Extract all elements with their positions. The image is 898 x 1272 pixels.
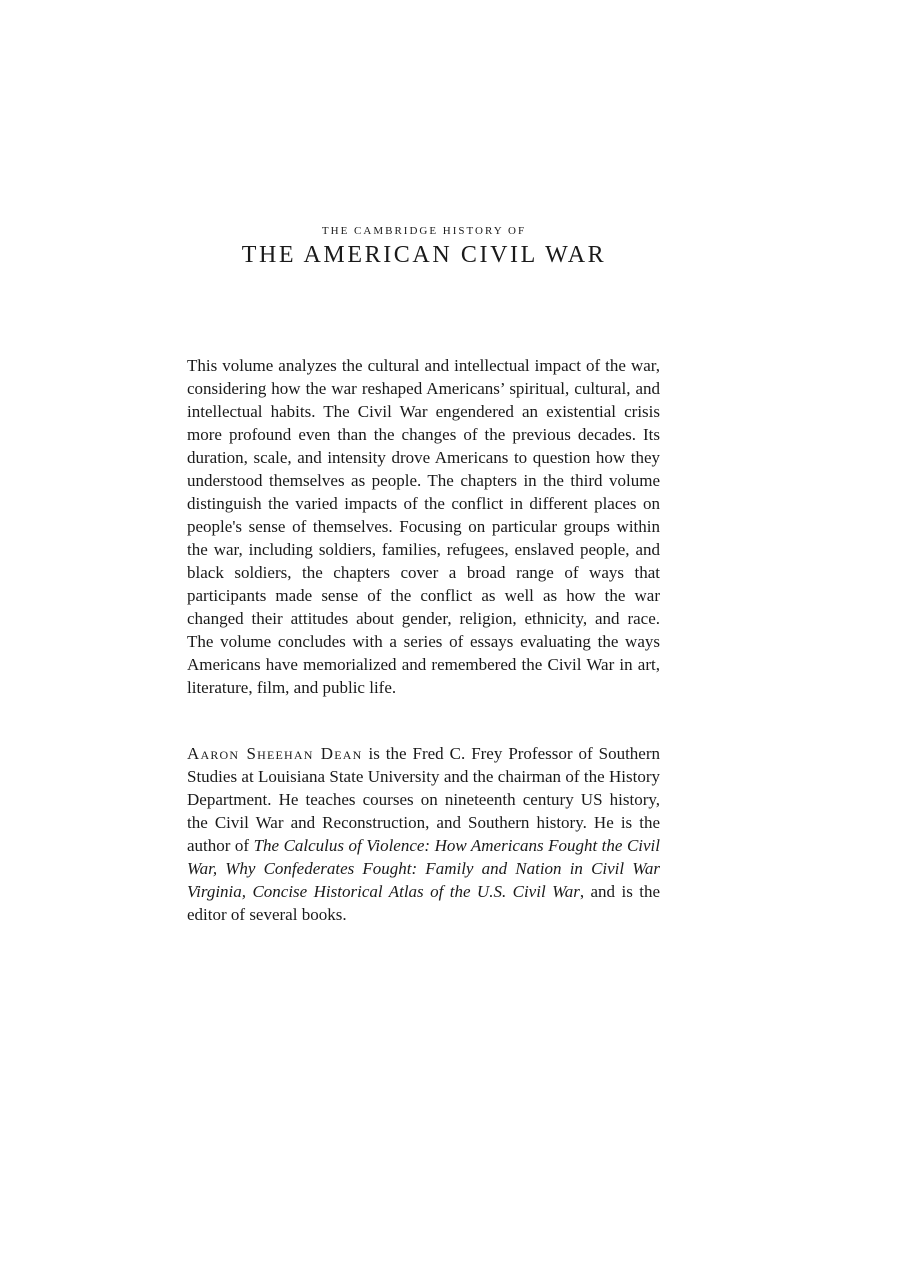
author-bio-outro: , and is the editor of several books. xyxy=(187,882,661,924)
volume-description: This volume analyzes the cultural and intellectual impact of the war, considering how the war reshaped Americans’ spiritual, cultural, and intellectual habits. The Civil War engendered an existential crisis more profound even than the changes of the previous decades. Its duration, scale, and intensity drove Americans to question how they understood themselves as people. The chapters in the third volume distinguish the varied impacts of the conflict in different places on people's sense of themselves. Focusing on particular groups within the war, including soldiers, families, refugees, enslaved people, and black soldiers, the chapters cover a broad range of ways that participants made sense of the conflict as well as how the war changed their attitudes about gender, religion, ethnicity, and race. The volume concludes with a series of essays evaluating the ways Americans have memorialized and remembered the Civil War in art, literature, film, and public life. xyxy=(187,356,660,697)
series-line: THE CAMBRIDGE HISTORY OF xyxy=(321,225,527,237)
author-bio-intro: is the Fred C. Frey Professor of Southern Studies at Louisiana State University and the chairman of the History Department. He teaches courses on nineteenth century US history, the Civil War and Reconstruction, and Southern history. He is the author of xyxy=(187,744,660,855)
author-bio xyxy=(187,742,660,926)
author-books: The Calculus of Violence: How Americans Fought the Civil War, Why Confederates Fought: Family and Nation in Civil War Virginia, Concise Historical Atlas of the U.S. Civil War xyxy=(187,836,660,901)
author-name: Aaron Sheehan Dean xyxy=(187,744,363,763)
book-title: THE AMERICAN CIVIL WAR xyxy=(241,242,607,268)
